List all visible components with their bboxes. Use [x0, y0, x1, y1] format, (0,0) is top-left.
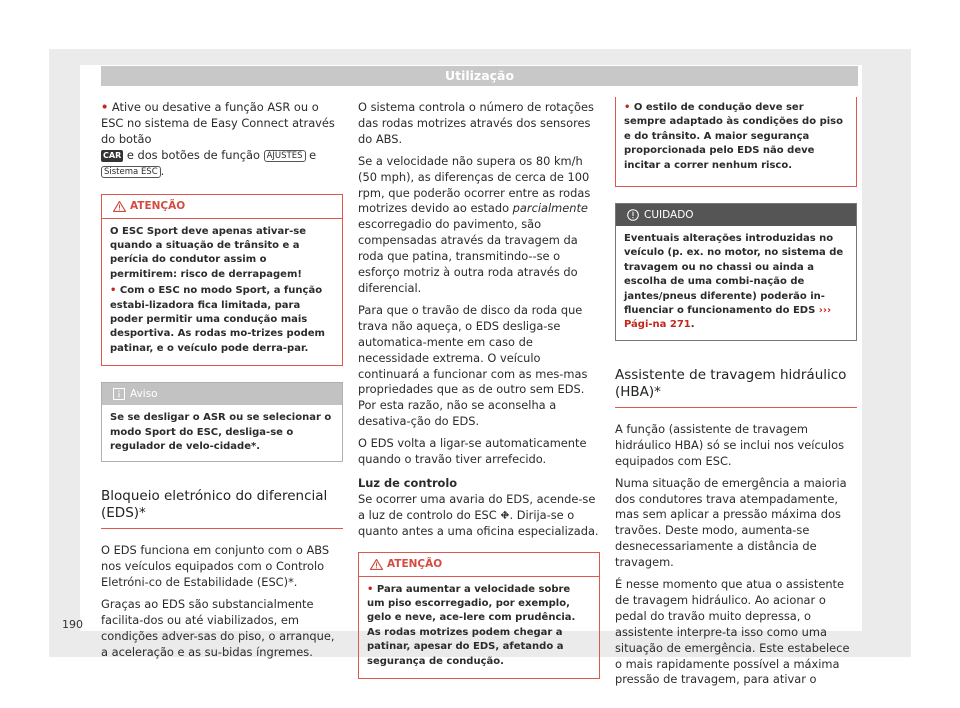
page-number: 190 — [62, 618, 83, 631]
page-reference-link[interactable]: ››› Pági-na 271 — [624, 305, 832, 331]
col2-paragraph-2: Se a velocidade não supera os 80 km/h (50 mph), as diferenças de cerca de 100 rpm, que poderão ocorrer entre as rodas motrizes devido ao estado parcialmente escorregadio do pavimento, são compensadas através da travagem da roda que patina, transmitindo--se o esforço motriz à outra roda através do diferencial. — [358, 153, 591, 295]
caution-box — [615, 203, 857, 341]
warning-box-esc-sport — [101, 194, 343, 367]
warning-triangle-icon — [370, 559, 383, 570]
col2-paragraph-4: O EDS volta a ligar-se automaticamente quando o travão tiver arrefecido. — [358, 436, 587, 467]
hba-paragraph-1: A função (assistente de travagem hidráulico HBA) só se inclui nos veículos equipados com ESC. — [615, 421, 845, 468]
subheading-control-light: Luz de controlo — [358, 475, 458, 490]
car-button-icon: CAR — [103, 150, 122, 160]
warning-text-1: O ESC Sport deve apenas ativar-se quando a situação de trânsito e a perícia do condutor assim o permitirem: risco de derrapagem! — [110, 225, 307, 280]
col2-paragraph-5: Se ocorrer uma avaria do EDS, acende-se a luz de controlo do ESC ⛖. Dirija-se o quanto antes a uma oficina especializada. — [358, 491, 599, 538]
notice-header: Aviso — [102, 383, 342, 405]
page-header: Utilização — [101, 66, 858, 86]
caution-text: Eventuais alterações introduzidas no veículo (p. ex. no motor, no sistema de travagem ou no chassi ou ainda a escolha de uma combi-nação de jantes/pneus diferente) poderão in-fluenciar o funcionamento do EDS ››› Pági-na 271. — [624, 233, 844, 331]
warning-header: ATENÇÃO — [359, 553, 599, 577]
warning-header: ATENÇÃO — [102, 195, 342, 219]
warning-continued-text: • O estilo de condução deve ser sempre adaptado às condições do piso e do trânsito. A maior segurança proporcionada pelo EDS não deve incitar a correr nenhum risco. — [624, 102, 843, 171]
section-title-hba: Assistente de travagem hidráulico (HBA)* — [615, 367, 857, 408]
eds-paragraph-1: O EDS funciona em conjunto com o ABS nos veículos equipados com o Controlo Eletróni-co de Estabilidade (ESC)*. — [101, 543, 330, 590]
col2-paragraph-3: Para que o travão de disco da roda que trava não aqueça, o EDS desliga-se automatica-mente em caso de necessidade extrema. O veículo continuará a funcionar com as mes-mas propriedades que as de outro sem EDS. Por esta razão, não se aconselha a desativa-ção do EDS. — [358, 302, 588, 429]
warning-triangle-icon — [113, 201, 126, 212]
column-2 — [358, 100, 600, 679]
notice-text: Se se desligar o ASR ou se selecionar o modo Sport do ESC, desliga-se o regulador de velo-cidade*. — [110, 412, 332, 452]
section-title-eds: Bloqueio eletrónico do diferencial (EDS)* — [101, 488, 343, 529]
eds-paragraph-2: Graças ao EDS são substancialmente facilita-dos ou até viabilizados, em condições adver-sas do piso, o arranque, a aceleração e as su-bidas íngremes. — [101, 597, 335, 659]
warning-box-eds — [358, 552, 600, 679]
warning-text: • Para aumentar a velocidade sobre um piso escorregadio, por exemplo, gelo e neve, ace-lere com prudência. As rodas motrizes podem chegar a patinar, apesar do EDS, afetando a segurança de condução. — [367, 583, 576, 667]
column-1 — [101, 100, 343, 667]
sistema-esc-key: Sistema ESC — [101, 166, 161, 178]
warning-box-continued — [615, 97, 857, 187]
col2-paragraph-1: O sistema controla o número de rotações das rodas motrizes através dos sensores do ABS. — [358, 100, 594, 146]
bullet-dot: • — [101, 100, 109, 114]
hba-paragraph-3: É nesse momento que atua o assistente de travagem hidráulico. Ao acionar o pedal do travão muito depressa, o assistente interpre-ta isso como uma situação de emergência. Este estabelece o mais rapidamente possível a máxima pressão de travagem, para ativar o — [615, 577, 850, 687]
notice-box — [101, 382, 343, 462]
esc-warning-light-icon: ⛖ — [500, 507, 510, 522]
caution-header: CUIDADO — [616, 204, 856, 226]
hba-paragraph-2: Numa situação de emergência a maioria dos condutores trava atempadamente, mas sem aplicar a pressão máxima dos travões. Deste modo, aumenta-se desnecessariamente a distância de travagem. — [615, 475, 847, 570]
info-icon — [113, 388, 125, 400]
ajustes-key: AJUSTES — [264, 150, 306, 162]
warning-text-2: • Com o ESC no modo Sport, a função estabi-lizadora fica limitada, para poder permitir uma condução mais desportiva. As rodas mo-trizes podem patinar, e o veículo pode derra-par. — [110, 285, 325, 354]
column-3 — [615, 100, 857, 694]
bullet-asr-esc: • Ative ou desative a função ASR ou o ESC no sistema de Easy Connect através do botão CAR e dos botões de função AJUSTES e Sistema ESC . — [101, 100, 335, 178]
caution-icon — [627, 209, 639, 221]
